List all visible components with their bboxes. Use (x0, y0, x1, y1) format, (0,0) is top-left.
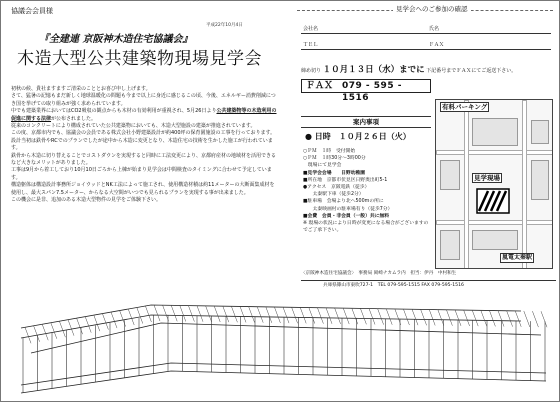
paragraph: 鉄骨から木造に切り替えることでコストダウンを実現すると同時に工法変更により、京都府産材の地域材を活用できるなど大きなメリットがありました。 (11, 152, 277, 167)
office-info: 〈京阪神木造住宅協議会〉 事務局 岡崎ナカムラ内 担当：伊丹 中村和生 (301, 271, 457, 276)
info-item: ■会費 会員・非会員（一般）共に無料 (303, 213, 390, 219)
site-marker-icon (476, 188, 510, 214)
company-name-row[interactable] (301, 23, 551, 34)
info-item: 現場にて見学会 (303, 163, 342, 169)
paragraph: 初秋の候、貴社ますますご清栄のこととお喜び申し上げます。 (11, 86, 151, 92)
paragraph: さて、猛暑の記憶もまだ新しく地球温暖化の問題も今まで以上に身近に感じるこの頃、今後、エネルギー消費削減につき国を挙げての取り組みが強く求められています。 (11, 93, 276, 107)
fax-label: ＦＡＸ (429, 41, 445, 48)
paragraph: この機会に是非、追加のある木造大型物件の見学をご体験下さい。 (11, 197, 162, 204)
paragraph: 従来のコンクリートにより構成されていた公共建築物においても、木造大型施設の建築が推進されています。 (11, 123, 256, 130)
info-list (303, 148, 433, 234)
station-label: 嵐電太秦駅 (502, 254, 533, 261)
info-item: ■見学会会場 日野幼稚園 (303, 170, 366, 176)
paragraph: 中でも建築業界においてはCO2吸収の観点からも木材の有効利用が重視され、5月26日より公共建築物等の木造利用の促進に関する法律が公布されました。 (11, 108, 277, 122)
paragraph: この度、京都市内でも、協議会の会員である株式会社小野建築設計が約400坪の保育園施設の工事を行っております。設計当初は鉄骨やRCでのプランでしたが途中から木造に変更となり、木造住宅の技術を生かした施工が行われています。 (11, 130, 276, 152)
reply-header-label: 見学会へのご参加の確認 (393, 5, 471, 13)
info-item: ○ＰＭ １時30分～3時00分 (303, 156, 366, 162)
event-date: ● 日時 １０月２６日（火） (305, 132, 411, 141)
law-name: 公共建築物等の木造利用の促進に関する法律 (11, 108, 277, 122)
name-label: 氏名 (429, 25, 440, 32)
deadline-line: 締め切り １０月１３日（水）までに 下記番号までＦＡＸにてご返送下さい。 (301, 65, 517, 75)
fax-number: 079 - 595 - 1516 (342, 81, 402, 103)
info-item: ※ 現場の状況により日時が変更になる場合がございますのでご了承下さい。 (303, 221, 429, 234)
fax-number-box: ＦＡＸ 079 - 595 - 1516 (301, 79, 431, 93)
site-label: 見学現場 (474, 174, 500, 182)
info-header: 案内事項 (301, 116, 431, 128)
council-subtitle: 『全建連 京阪神木造住宅協議会』 (39, 34, 193, 45)
info-item: 太秦映画村の駐車場有り（徒歩7分） (303, 206, 393, 212)
tel-label: ＴＥＬ (303, 41, 319, 48)
issue-date: 平成22年10月4日 (206, 23, 243, 28)
info-item: 太秦駅下車（徒歩2分） (303, 192, 364, 198)
company-label: 会社名 (303, 25, 319, 32)
page-title: 木造大型公共建築物現場見学会 (17, 49, 262, 69)
invitation-body (11, 86, 279, 205)
info-item: ■所在地 京都市伏見区日野奥出町5-1 (303, 177, 388, 183)
deadline-date: １０月１３日（水）までに (322, 65, 425, 75)
recipient: 協議会会員様 (11, 7, 53, 15)
info-item: ○ＰＭ １時 受付開始 (303, 149, 356, 154)
info-item: ●アクセス 京阪電鉄（徒歩） (303, 185, 370, 191)
office-address: 兵庫県篠山市東吹727-1 TEL 079-595-1515 FAX 079-595-1516 (323, 283, 464, 288)
access-map (435, 99, 553, 269)
paragraph: 工事は9月から着工しており10月10日ごろから上棟が始まり見学会は中間検査のタイミングに合わせて予定しています。 (11, 167, 272, 181)
timber-frame-illustration (1, 293, 560, 403)
contact-row[interactable] (301, 39, 551, 50)
info-item: ■駐車場 会場より北へ500mの所に (303, 199, 384, 205)
paragraph: 構造躯体は構造設計事務所ジョイウッドとNK工法によって施工され、使用構造材積は約11メーターの大断面集成材を使用し、最大スパン7.5メーター、からなる大空間がいつでも見られるプランを実現する事が出来ました。 (11, 182, 275, 196)
parking-label: 有料パーキング (442, 103, 488, 111)
footer (301, 271, 556, 288)
